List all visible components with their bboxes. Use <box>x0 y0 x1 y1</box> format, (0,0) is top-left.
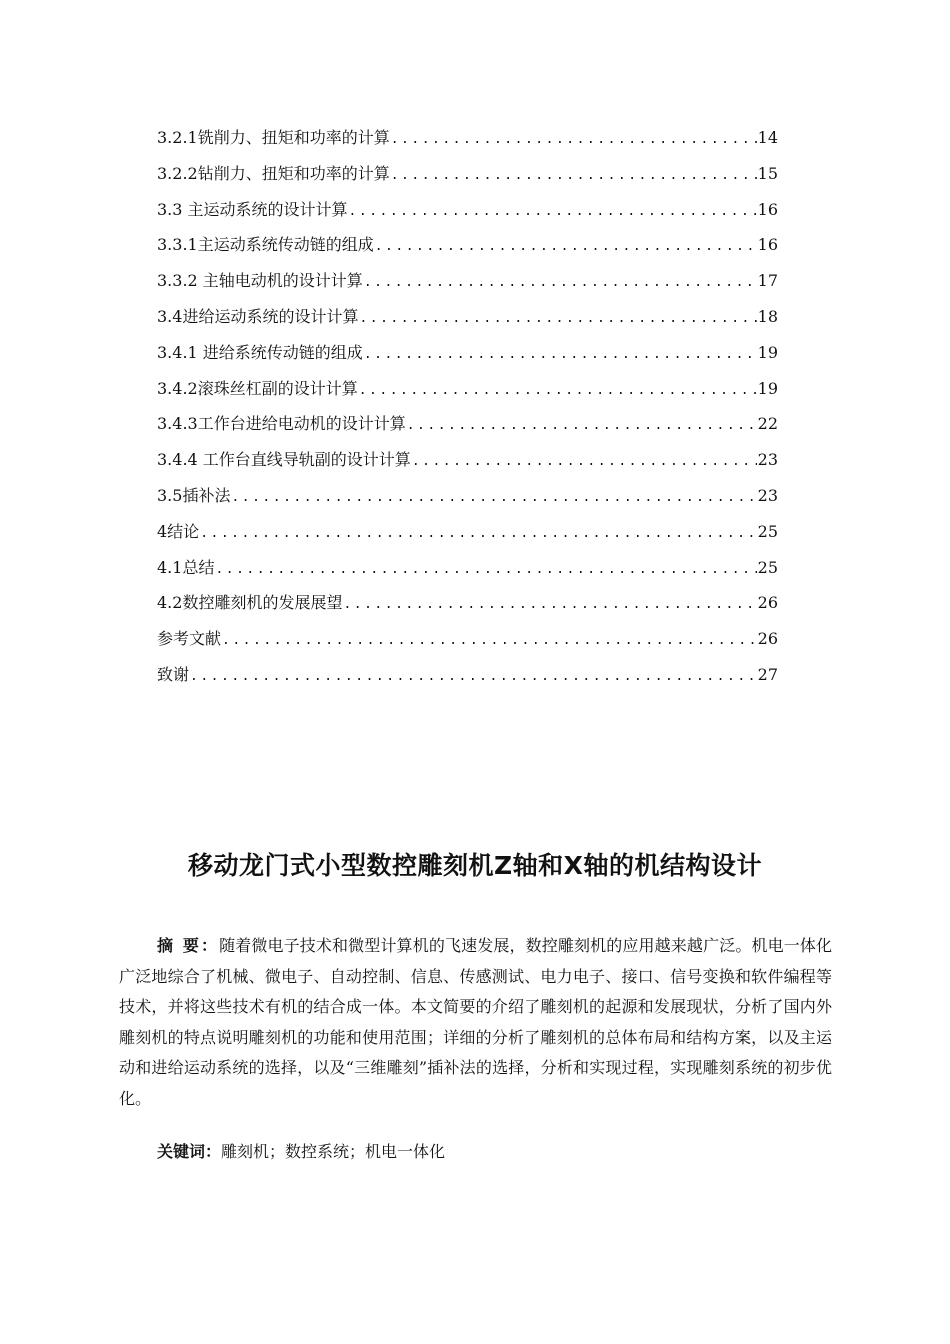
toc-page-number: 16 <box>757 199 778 219</box>
toc-entry-label: 参考文献 <box>157 629 222 649</box>
toc-entry-label: 致谢 <box>157 664 190 684</box>
toc-dot-leader <box>364 343 757 367</box>
toc-entry[interactable] <box>157 269 778 305</box>
toc-page-number: 19 <box>757 378 778 398</box>
toc-entry-label: 4结论 <box>157 521 200 541</box>
toc-dot-leader <box>375 235 757 259</box>
abstract-paragraph <box>119 931 832 1114</box>
toc-page-number: 25 <box>757 557 778 577</box>
paper-title: 移动龙门式小型数控雕刻机Z轴和X轴的机结构设计 <box>188 851 762 880</box>
toc-entry[interactable] <box>157 162 778 198</box>
toc-entry-label: 3.2.2钻削力、扭矩和功率的计算 <box>157 163 390 183</box>
table-of-contents <box>157 126 778 699</box>
toc-entry[interactable] <box>157 341 778 377</box>
toc-page-number: 23 <box>757 450 778 470</box>
abstract-heading: 摘 要： <box>157 936 220 955</box>
toc-dot-leader <box>359 307 756 331</box>
toc-entry[interactable] <box>157 198 778 234</box>
toc-page-number: 14 <box>757 128 778 147</box>
toc-dot-leader <box>364 271 757 295</box>
toc-dot-leader <box>391 164 757 188</box>
toc-entry[interactable] <box>157 412 778 448</box>
toc-entry-label: 3.4.1 进给系统传动链的组成 <box>157 342 363 362</box>
toc-page-number: 19 <box>757 342 778 362</box>
toc-entry[interactable] <box>157 663 778 699</box>
toc-entry[interactable] <box>157 126 778 162</box>
toc-entry[interactable] <box>157 448 778 484</box>
toc-entry-label: 3.3.2 主轴电动机的设计计算 <box>157 271 363 291</box>
toc-entry-label: 3.4.4 工作台直线导轨副的设计计算 <box>157 450 411 470</box>
toc-dot-leader <box>343 593 756 617</box>
toc-entry[interactable] <box>157 305 778 341</box>
abstract-section <box>119 931 832 1114</box>
toc-page-number: 22 <box>757 414 778 434</box>
toc-entry-label: 4.2数控雕刻机的发展展望 <box>157 593 343 613</box>
toc-entry-label: 3.4.2滚珠丝杠副的设计计算 <box>157 378 358 398</box>
toc-entry-label: 3.4进给运动系统的设计计算 <box>157 306 359 326</box>
toc-page-number: 26 <box>757 629 778 649</box>
toc-dot-leader <box>231 486 756 510</box>
keywords-text: 雕刻机；数控系统；机电一体化 <box>221 1142 446 1161</box>
toc-entry-label: 4.1总结 <box>157 557 215 577</box>
toc-entry-label: 3.2.1铣削力、扭矩和功率的计算 <box>157 128 390 147</box>
toc-entry-label: 3.3 主运动系统的设计计算 <box>157 199 348 219</box>
toc-entry[interactable] <box>157 377 778 413</box>
toc-dot-leader <box>222 629 757 653</box>
toc-dot-leader <box>391 128 757 152</box>
toc-entry-label: 3.4.3工作台进给电动机的设计计算 <box>157 414 406 434</box>
toc-page-number: 26 <box>757 593 778 613</box>
toc-entry[interactable] <box>157 591 778 627</box>
toc-page-number: 23 <box>757 485 778 505</box>
toc-dot-leader <box>215 558 756 582</box>
toc-entry[interactable] <box>157 484 778 520</box>
toc-dot-leader <box>407 414 757 438</box>
toc-entry-label: 3.3.1主运动系统传动链的组成 <box>157 235 374 255</box>
toc-entry[interactable] <box>157 233 778 269</box>
toc-entry[interactable] <box>157 556 778 592</box>
toc-entry[interactable] <box>157 627 778 663</box>
abstract-text: 随着微电子技术和微型计算机的飞速发展，数控雕刻机的应用越来越广泛。机电一体化广泛地综合了机械、微电子、自动控制、信息、传感测试、电力电子、接口、信号变换和软件编程等技术，并将这些技术有机的结合成一体。本文简要的介绍了雕刻机的起源和发展现状，分析了国内外雕刻机的特点说明雕刻机的功能和使用范围；详细的分析了雕刻机的总体布局和结构方案，以及主运动和进给运动系统的选择，以及“三维雕刻”插补法的选择，分析和实现过程，实现雕刻系统的初步优化。 <box>119 936 832 1108</box>
keywords-heading: 关键词： <box>157 1142 222 1161</box>
toc-page-number: 25 <box>757 521 778 541</box>
keywords-section <box>157 1139 445 1165</box>
toc-entry-label: 3.5插补法 <box>157 485 231 505</box>
toc-page-number: 16 <box>757 235 778 255</box>
toc-page-number: 17 <box>757 271 778 291</box>
toc-dot-leader <box>359 379 757 403</box>
toc-dot-leader <box>190 665 757 689</box>
toc-page-number: 15 <box>757 163 778 183</box>
toc-dot-leader <box>412 450 757 474</box>
toc-dot-leader <box>200 522 756 546</box>
toc-page-number: 27 <box>757 664 778 684</box>
toc-page-number: 18 <box>757 306 778 326</box>
toc-dot-leader <box>349 200 757 224</box>
toc-entry[interactable] <box>157 520 778 556</box>
